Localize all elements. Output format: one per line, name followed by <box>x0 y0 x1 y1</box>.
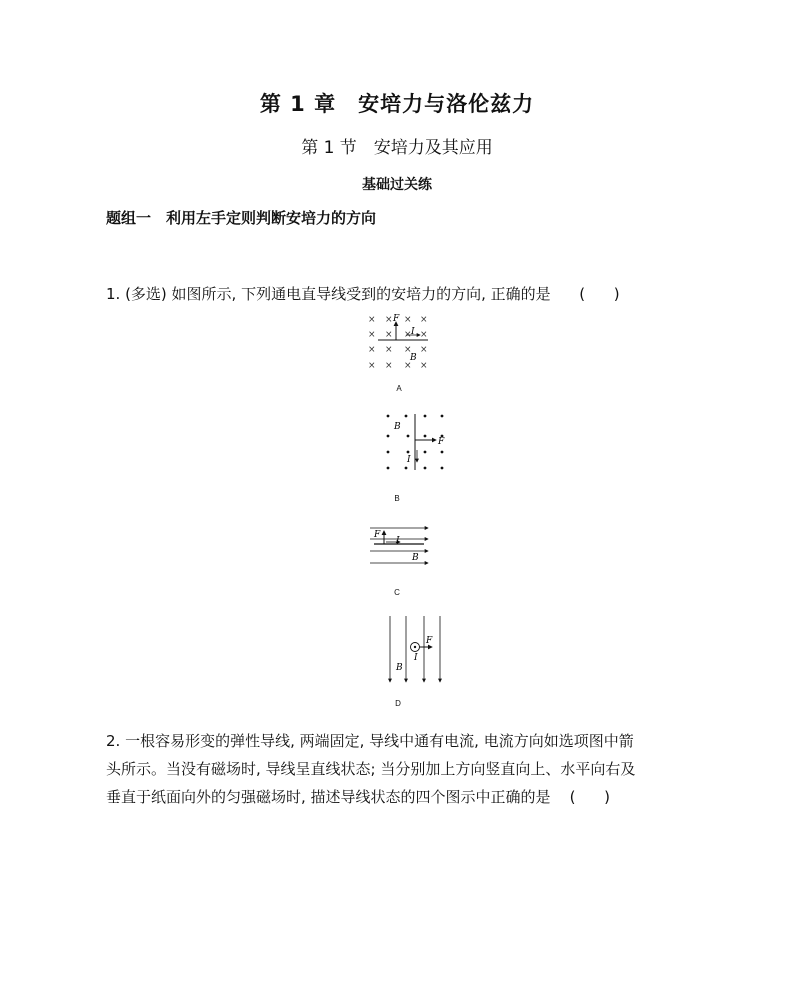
svg-text:×: × <box>404 330 412 340</box>
label-I: I <box>407 455 411 465</box>
svg-text:×: × <box>368 330 376 340</box>
svg-text:×: × <box>385 345 393 355</box>
svg-text:×: × <box>368 315 376 325</box>
svg-text:×: × <box>420 345 428 355</box>
figure-d-caption: D <box>395 699 401 708</box>
label-B: B <box>410 353 417 363</box>
svg-text:×: × <box>404 315 412 325</box>
exercise-title: 基础过关练 <box>362 177 432 193</box>
svg-text:×: × <box>420 361 428 371</box>
svg-text:×: × <box>368 361 376 371</box>
figure-b <box>378 408 454 474</box>
label-B: B <box>394 422 401 432</box>
svg-text:×: × <box>385 315 393 325</box>
label-B: B <box>412 553 419 563</box>
svg-text:×: × <box>420 315 428 325</box>
figure-d <box>384 614 448 686</box>
label-F: F <box>426 636 433 646</box>
svg-text:×: × <box>420 330 428 340</box>
question-1-text: 1. (多选) 如图所示, 下列通电直导线受到的安培力的方向, 正确的是 ( ) <box>106 285 620 303</box>
figure-c-caption: C <box>394 588 400 597</box>
figure-b-caption: B <box>394 494 400 503</box>
section-title: 第 1 节 安培力及其应用 <box>301 138 493 158</box>
svg-text:×: × <box>368 345 376 355</box>
svg-text:×: × <box>404 345 412 355</box>
group-title: 题组一 利用左手定则判断安培力的方向 <box>106 209 377 227</box>
label-I: I <box>396 536 400 546</box>
svg-text:×: × <box>385 361 393 371</box>
question-2-line-2: 头所示。当没有磁场时, 导线呈直线状态; 当分别加上方向竖直向上、水平向右及 <box>106 760 636 778</box>
question-2-line-1: 2. 一根容易形变的弹性导线, 两端固定, 导线中通有电流, 电流方向如选项图中箭 <box>106 732 634 750</box>
chapter-title: 第 1 章 安培力与洛伦兹力 <box>259 92 535 116</box>
label-I: I <box>411 327 415 337</box>
label-F: F <box>438 437 445 447</box>
label-F: F <box>374 530 381 540</box>
figure-c <box>366 522 434 568</box>
figure-a <box>360 310 440 374</box>
label-I: I <box>414 653 418 663</box>
svg-text:×: × <box>404 361 412 371</box>
question-2 <box>106 727 706 811</box>
svg-text:×: × <box>385 330 393 340</box>
question-2-line-3: 垂直于纸面向外的匀强磁场时, 描述导线状态的四个图示中正确的是 ( ) <box>106 788 610 806</box>
label-F: F <box>393 314 400 324</box>
figure-a-caption: A <box>396 384 402 393</box>
label-B: B <box>396 663 403 673</box>
